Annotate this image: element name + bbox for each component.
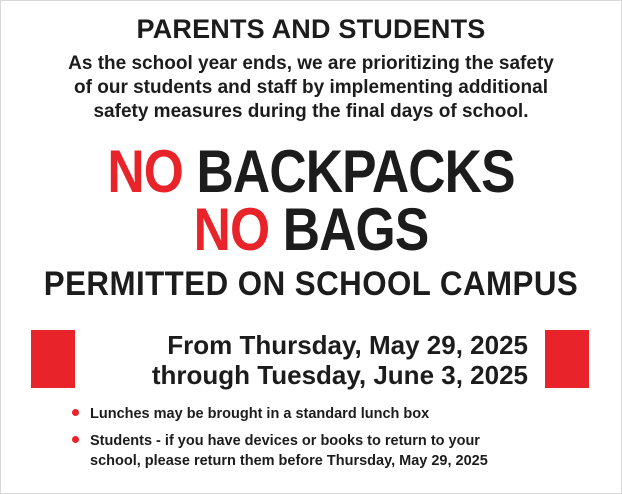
bullet-list (72, 404, 592, 478)
list-item (72, 404, 592, 424)
headline-no-word: NO (193, 196, 270, 263)
bullet-text: Students - if you have devices or books to return to your (90, 433, 480, 449)
date-through: through Tuesday, June 3, 2025 (151, 360, 528, 390)
headline-no-word: NO (107, 138, 184, 205)
permitted-subheading: PERMITTED ON SCHOOL CAMPUS (43, 265, 579, 303)
red-square-right (545, 330, 589, 388)
date-range (100, 330, 528, 390)
date-from: From Thursday, May 29, 2025 (167, 330, 528, 360)
notice-title: PARENTS AND STUDENTS (136, 14, 486, 44)
list-item (72, 431, 592, 471)
intro-line: safety measures during the final days of school. (93, 101, 529, 122)
intro-line: As the school year ends, we are prioritizing the safety (68, 53, 554, 74)
headline-no-backpacks (44, 140, 579, 204)
bullet-dot-icon (72, 409, 79, 416)
headline-no-bags (44, 198, 579, 262)
bullet-text: school, please return them before Thursday, May 29, 2025 (90, 453, 488, 469)
red-square-left (31, 330, 75, 388)
bullet-dot-icon (72, 436, 79, 443)
headline-backpacks-word: BACKPACKS (196, 138, 515, 205)
bullet-text: Lunches may be brought in a standard lunch box (90, 406, 430, 422)
headline-bags-word: BAGS (282, 196, 429, 263)
intro-paragraph (0, 52, 622, 124)
intro-line: of our students and staff by implementing additional (74, 77, 548, 98)
